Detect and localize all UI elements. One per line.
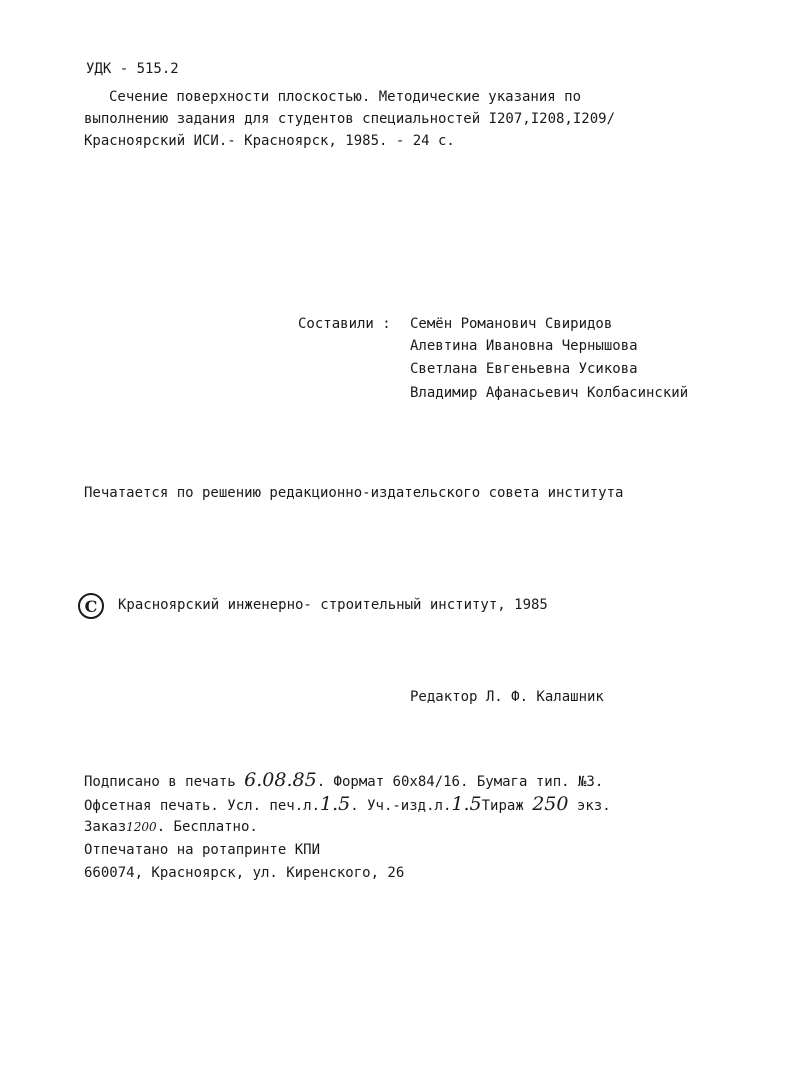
uch-izd-value: 1.5 <box>451 793 482 815</box>
format-text: . Формат 60х84/16. Бумага тип. №3. <box>316 774 604 790</box>
print-note: Печатается по решению редакционно-издательского совета института <box>84 485 624 501</box>
udk-code: УДК - 515.2 <box>86 61 179 77</box>
tirazh-value: 250 <box>532 793 569 815</box>
printed-at: Отпечатано на ротапринте КПИ <box>84 842 321 858</box>
imprint-order-line <box>84 820 258 834</box>
ekz-label: экз. <box>576 798 611 814</box>
signed-date: 6.08.85 <box>244 769 317 791</box>
copyright-symbol: C <box>78 593 104 619</box>
free-text: . Бесплатно. <box>156 819 258 835</box>
compiler-name-3: Светлана Евгеньевна Усикова <box>410 361 638 377</box>
abstract-line-1: Сечение поверхности плоскостью. Методические указания по <box>109 89 582 105</box>
printer-address: 660074, Красноярск, ул. Киренского, 26 <box>84 865 405 881</box>
compiler-name-2: Алевтина Ивановна Чернышова <box>410 338 638 354</box>
order-number: 1200 <box>126 820 157 834</box>
compiler-name-1: Семён Романович Свиридов <box>410 316 613 332</box>
signed-label: Подписано в печать <box>84 774 236 790</box>
tirazh-label: Тираж <box>481 798 524 814</box>
imprint-signed-line <box>84 771 603 790</box>
copyright-text: Красноярский инженерно- строительный институт, 1985 <box>118 597 548 613</box>
offset-label: Офсетная печать. Усл. печ.л. <box>84 798 321 814</box>
usl-pech-value: 1.5 <box>320 793 351 815</box>
order-label: Заказ <box>84 819 127 835</box>
abstract-line-2: выполнению задания для студентов специальностей I207,I208,I209/ <box>84 111 616 127</box>
imprint-offset-line <box>84 795 611 814</box>
compilers-label: Составили : <box>298 316 391 332</box>
compiler-name-4: Владимир Афанасьевич Колбасинский <box>410 385 689 401</box>
abstract-line-3: Красноярский ИСИ.- Красноярск, 1985. - 24 с. <box>84 133 455 149</box>
uch-label: . Уч.-изд.л. <box>350 798 452 814</box>
editor: Редактор Л. Ф. Калашник <box>410 689 604 705</box>
